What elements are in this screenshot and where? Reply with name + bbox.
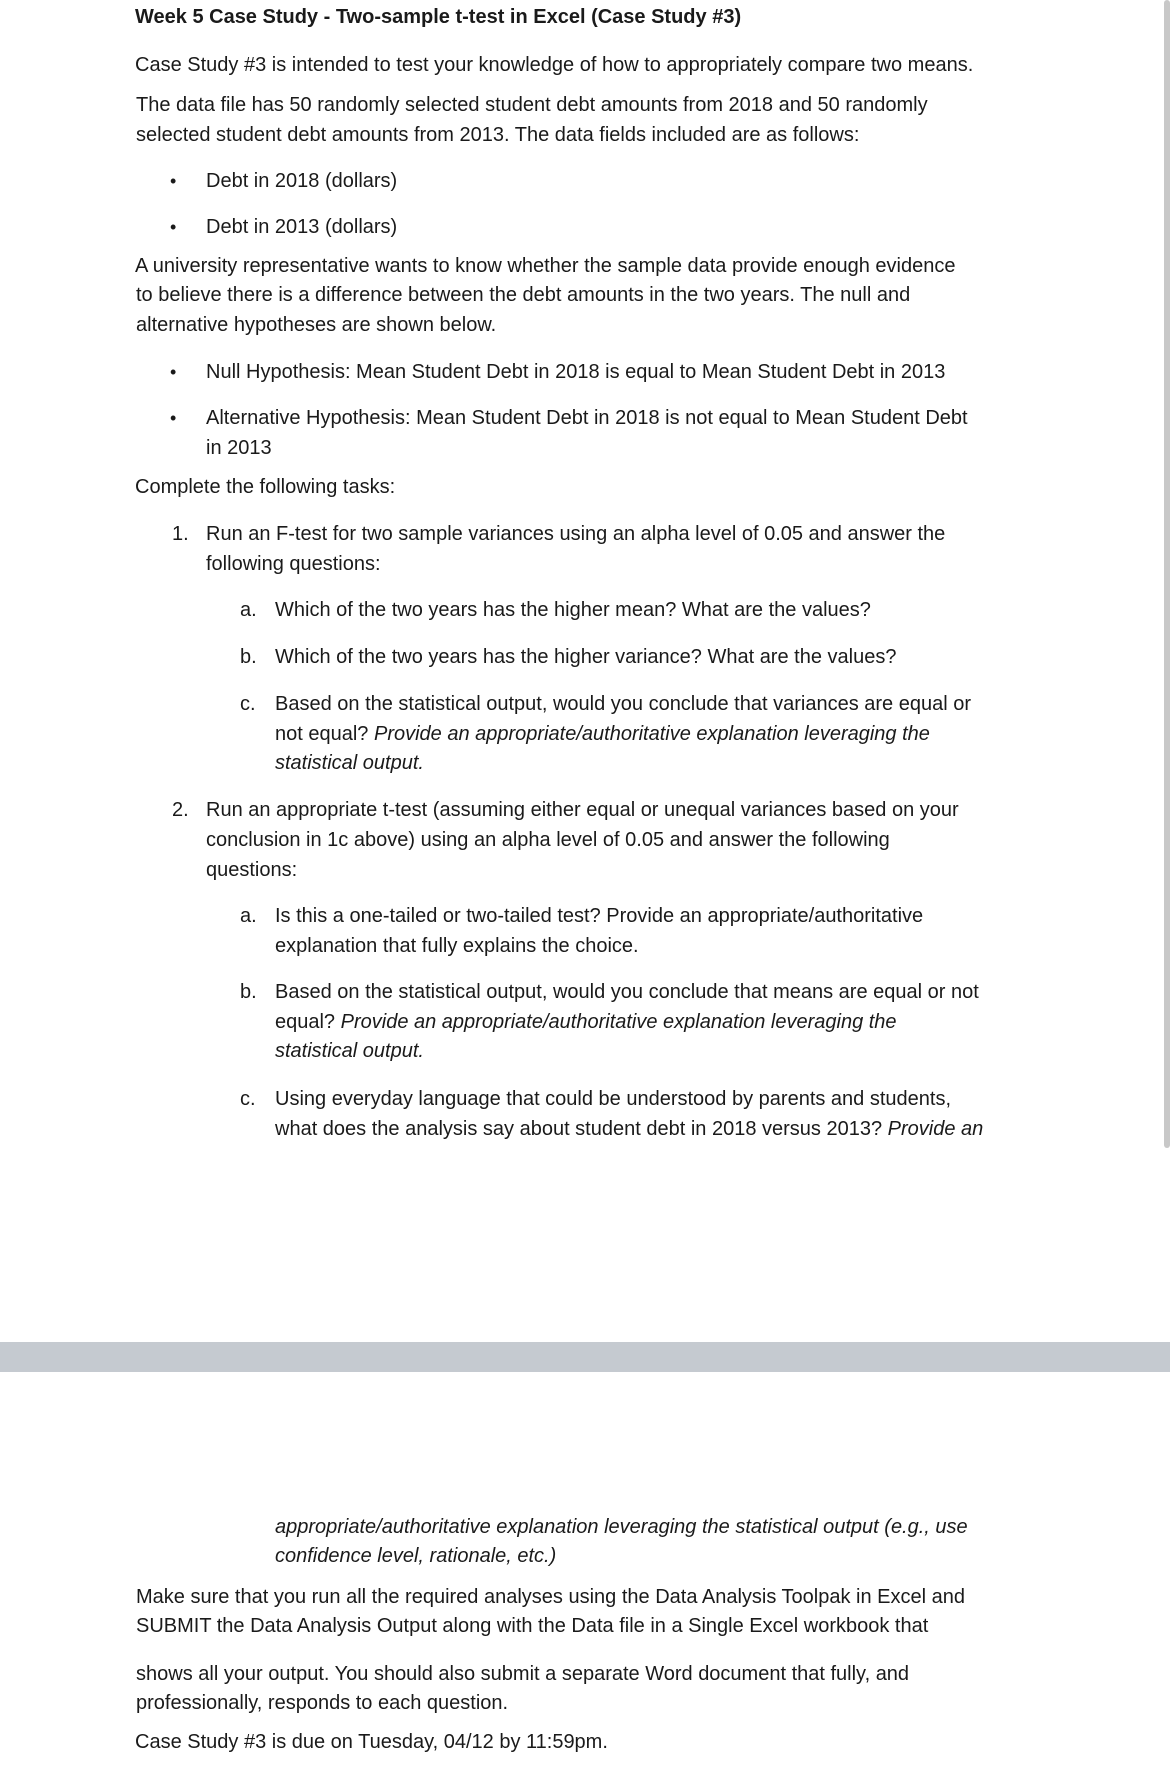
task-1a-text: Which of the two years has the higher mean? What are the values? [275,599,871,621]
rep-line-2: to believe there is a difference between the debt amounts in the two years. The null and [136,284,911,306]
task-1b-text: Which of the two years has the higher variance? What are the values? [275,646,897,668]
task-2b-line-2-plain: equal? [275,1011,341,1033]
task-2-number: 2. [172,799,189,821]
bullet-icon: • [170,362,177,382]
task-2c-line-2 [275,1114,983,1144]
task-2c-line-3: appropriate/authoritative explanation leveraging the statistical output (e.g., use [275,1516,968,1538]
task-1c-line-2-plain: not equal? [275,723,374,745]
task-1b-label: b. [240,646,257,668]
task-1-line-1: Run an F-test for two sample variances using an alpha level of 0.05 and answer the [206,523,946,545]
alt-hypothesis-line-1: Alternative Hypothesis: Mean Student Debt in 2018 is not equal to Mean Student Debt [206,407,968,429]
task-1c-line-2 [275,719,930,749]
field-item: Debt in 2013 (dollars) [206,216,398,238]
submit-line-4: professionally, responds to each question. [136,1692,509,1714]
submit-line-1: Make sure that you run all the required analyses using the Data Analysis Toolpak in Excel and [136,1586,966,1608]
bullet-icon: • [170,408,177,428]
data-desc-line-1: The data file has 50 randomly selected student debt amounts from 2018 and 50 randomly [136,94,928,116]
task-2a-line-2: explanation that fully explains the choice. [275,935,639,957]
task-2c-line-2-plain: what does the analysis say about student debt in 2018 versus 2013? [275,1118,888,1140]
page-title: Week 5 Case Study - Two-sample t-test in Excel (Case Study #3) [135,6,742,28]
task-2b-line-3: statistical output. [275,1040,424,1062]
task-2b-line-2-italic: Provide an appropriate/authoritative explanation leveraging the [340,1011,897,1033]
scrollbar[interactable] [1164,0,1170,1148]
task-1c-line-1: Based on the statistical output, would you conclude that variances are equal or [275,693,971,715]
task-2-line-3: questions: [206,859,298,881]
task-1-number: 1. [172,523,189,545]
null-hypothesis: Null Hypothesis: Mean Student Debt in 2018 is equal to Mean Student Debt in 2013 [206,361,946,383]
submit-line-3: shows all your output. You should also submit a separate Word document that fully, and [136,1663,910,1685]
task-1c-line-3: statistical output. [275,752,424,774]
task-2c-line-1: Using everyday language that could be understood by parents and students, [275,1088,952,1110]
complete-tasks-heading: Complete the following tasks: [135,476,396,498]
bullet-icon: • [170,171,177,191]
task-1-line-2: following questions: [206,553,381,575]
task-2c-line-2-italic: Provide an [887,1118,984,1140]
submit-line-2: SUBMIT the Data Analysis Output along with the Data file in a Single Excel workbook that [136,1615,929,1637]
task-2b-label: b. [240,981,257,1003]
rep-line-3: alternative hypotheses are shown below. [136,314,497,336]
due-date: Case Study #3 is due on Tuesday, 04/12 by 11:59pm. [135,1731,608,1753]
rep-line-1: A university representative wants to know whether the sample data provide enough evidence [135,255,956,277]
task-1c-line-2-italic: Provide an appropriate/authoritative explanation leveraging the [373,723,930,745]
task-2c-label: c. [240,1088,256,1110]
alt-hypothesis-line-2: in 2013 [206,437,272,459]
task-2-line-2: conclusion in 1c above) using an alpha level of 0.05 and answer the following [206,829,890,851]
page-break-band [0,1342,1170,1372]
data-desc-line-2: selected student debt amounts from 2013. The data fields included are as follows: [136,124,860,146]
bullet-icon: • [170,217,177,237]
task-2b-line-1: Based on the statistical output, would you conclude that means are equal or not [275,981,979,1003]
task-1c-label: c. [240,693,256,715]
task-2a-line-1: Is this a one-tailed or two-tailed test? Provide an appropriate/authoritative [275,905,924,927]
task-2b-line-2 [275,1007,897,1037]
field-item: Debt in 2018 (dollars) [206,170,398,192]
intro-text: Case Study #3 is intended to test your knowledge of how to appropriately compare two means. [135,54,974,76]
task-2a-label: a. [240,905,257,927]
task-1a-label: a. [240,599,257,621]
task-2c-line-4: confidence level, rationale, etc.) [275,1545,557,1567]
task-2-line-1: Run an appropriate t-test (assuming either equal or unequal variances based on your [206,799,959,821]
